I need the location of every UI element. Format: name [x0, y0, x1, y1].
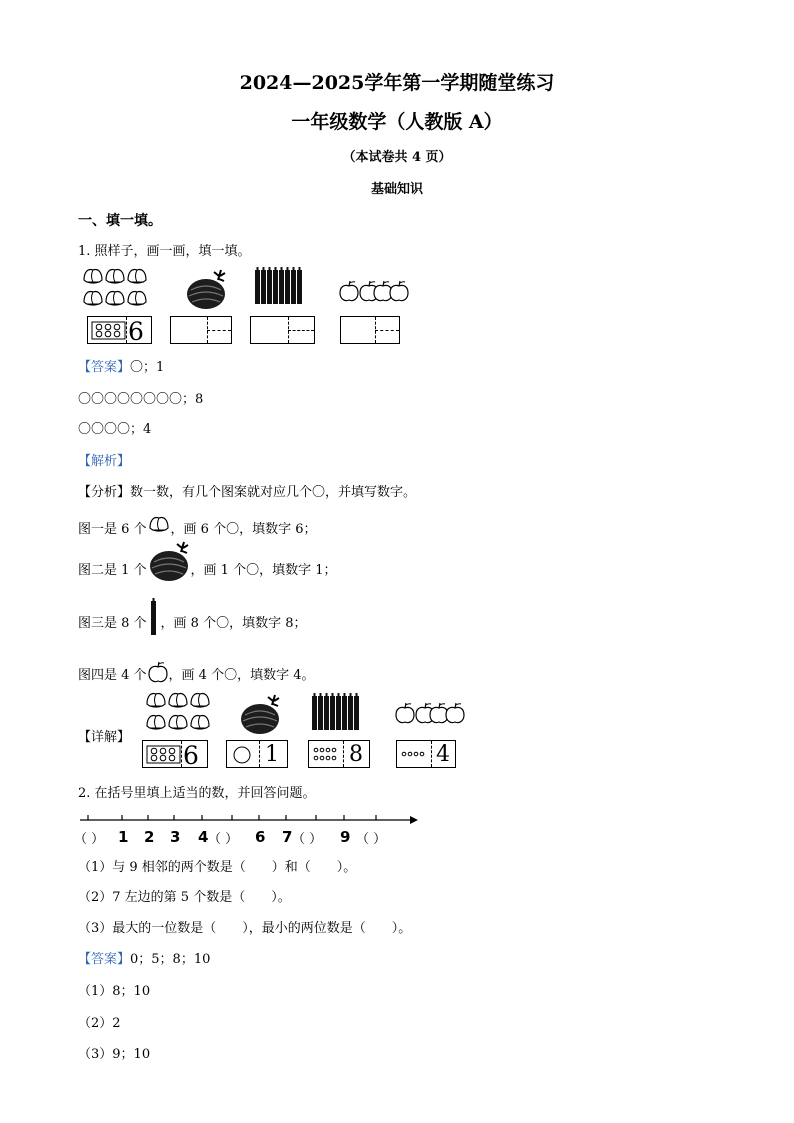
nl-7: 7 [282, 828, 293, 846]
stick-icon [151, 601, 159, 641]
detail-box-2 [226, 740, 288, 768]
peach-icon [150, 516, 170, 534]
nl-3: 3 [170, 828, 181, 846]
title-line1: 2024—2025学年第一学期随堂练习 [239, 72, 555, 94]
analysis-tag: 【解析】 [78, 454, 131, 469]
eight-circles-icon [313, 746, 343, 764]
q2-ans2: （2）2 [78, 1016, 121, 1031]
example-answer-box [87, 316, 152, 344]
nl-6: 6 [255, 828, 266, 846]
fig4-pre: 图四是 4 个 [78, 668, 147, 683]
pages-note: （本试卷共 4 页） [342, 150, 452, 165]
detail-box-1 [142, 740, 208, 768]
one-circle-icon [233, 746, 253, 764]
peach-group-icon [84, 268, 164, 314]
watermelon-icon-detail [240, 697, 288, 739]
answer-box-4[interactable] [340, 316, 400, 344]
detail-box-3 [308, 740, 370, 768]
q1-answer [78, 356, 164, 375]
apple-icon [149, 663, 169, 683]
analysis-text: 数一数，有几个图案就对应几个〇，并填写数字。 [130, 485, 417, 500]
answer-tag: 【答案】 [78, 360, 131, 375]
fig3-post: ，画 8 个〇，填数字 8； [160, 616, 307, 631]
detail-number-3: 8 [349, 742, 363, 767]
apples-group-icon [340, 280, 412, 304]
fig4-post: ，画 4 个〇，填数字 4。 [168, 668, 315, 683]
example-number: 6 [128, 317, 144, 346]
fig2-post: ，画 1 个〇，填数字 1； [190, 563, 337, 578]
q1-prompt: 1. 照样子，画一画，填一填。 [78, 244, 251, 259]
title-line2: 一年级数学（人教版 A） [291, 111, 503, 133]
nl-blank-1[interactable]: （ ） [74, 832, 105, 847]
fig1-pre: 图一是 6 个 [78, 522, 147, 537]
peach-group-icon-detail [147, 692, 227, 738]
q2-sub2: （2）7 左边的第 5 个数是（ ）。 [78, 890, 291, 905]
fig2-pre: 图二是 1 个 [78, 563, 147, 578]
analysis-label: 【分析】 [78, 485, 131, 500]
four-circles-icon [401, 750, 431, 760]
q2-answer [78, 948, 210, 967]
q2-ans3: （3）9；10 [78, 1047, 151, 1062]
nl-blank-3[interactable]: （ ） [292, 832, 323, 847]
q2-sub3: （3）最大的一位数是（ ），最小的两位数是（ ）。 [78, 921, 412, 936]
q2-prompt: 2. 在括号里填上适当的数，并回答问题。 [78, 786, 316, 801]
section-heading: 一、填一填。 [78, 213, 162, 229]
fig3-line [78, 612, 307, 631]
nl-1: 1 [118, 828, 129, 846]
fig4-line [78, 664, 315, 683]
watermelon-icon-inline [149, 544, 193, 584]
nl-2: 2 [144, 828, 155, 846]
detail-number-4: 4 [436, 742, 450, 767]
detail-number-2: 1 [265, 742, 279, 767]
answer-line2: 〇〇〇〇〇〇〇〇；8 [78, 392, 204, 407]
fig1-line [78, 518, 317, 537]
q2-answer-main: 0；5；8；10 [130, 952, 211, 967]
apples-group-icon-detail [396, 702, 468, 726]
fig2-line [78, 559, 337, 578]
sticks-group-icon-detail [312, 696, 362, 736]
watermelon-icon [186, 272, 234, 314]
nl-4: 4 [198, 828, 209, 846]
nl-blank-2[interactable]: （ ） [208, 832, 239, 847]
answer-box-3[interactable] [250, 316, 315, 344]
answer-line3: 〇〇〇〇；4 [78, 422, 152, 437]
detail-box-4 [396, 740, 456, 768]
q2-ans1: （1）8；10 [78, 984, 151, 999]
analysis-line [78, 481, 416, 500]
answer-line1: 〇；1 [130, 360, 165, 375]
nl-blank-4[interactable]: （ ） [356, 832, 387, 847]
q2-sub1: （1）与 9 相邻的两个数是（ ）和（ ）。 [78, 860, 357, 875]
circles-icon [92, 322, 126, 340]
sticks-group-icon [255, 270, 305, 310]
nl-9: 9 [340, 828, 351, 846]
fig1-post: ，画 6 个〇，填数字 6； [170, 522, 317, 537]
section-name: 基础知识 [370, 182, 423, 197]
detail-tag: 【详解】 [78, 730, 131, 745]
q2-answer-tag: 【答案】 [78, 952, 131, 967]
answer-box-2[interactable] [170, 316, 232, 344]
detail-number-1: 6 [183, 741, 199, 770]
six-circles-icon [147, 746, 181, 764]
fig3-pre: 图三是 8 个 [78, 616, 147, 631]
